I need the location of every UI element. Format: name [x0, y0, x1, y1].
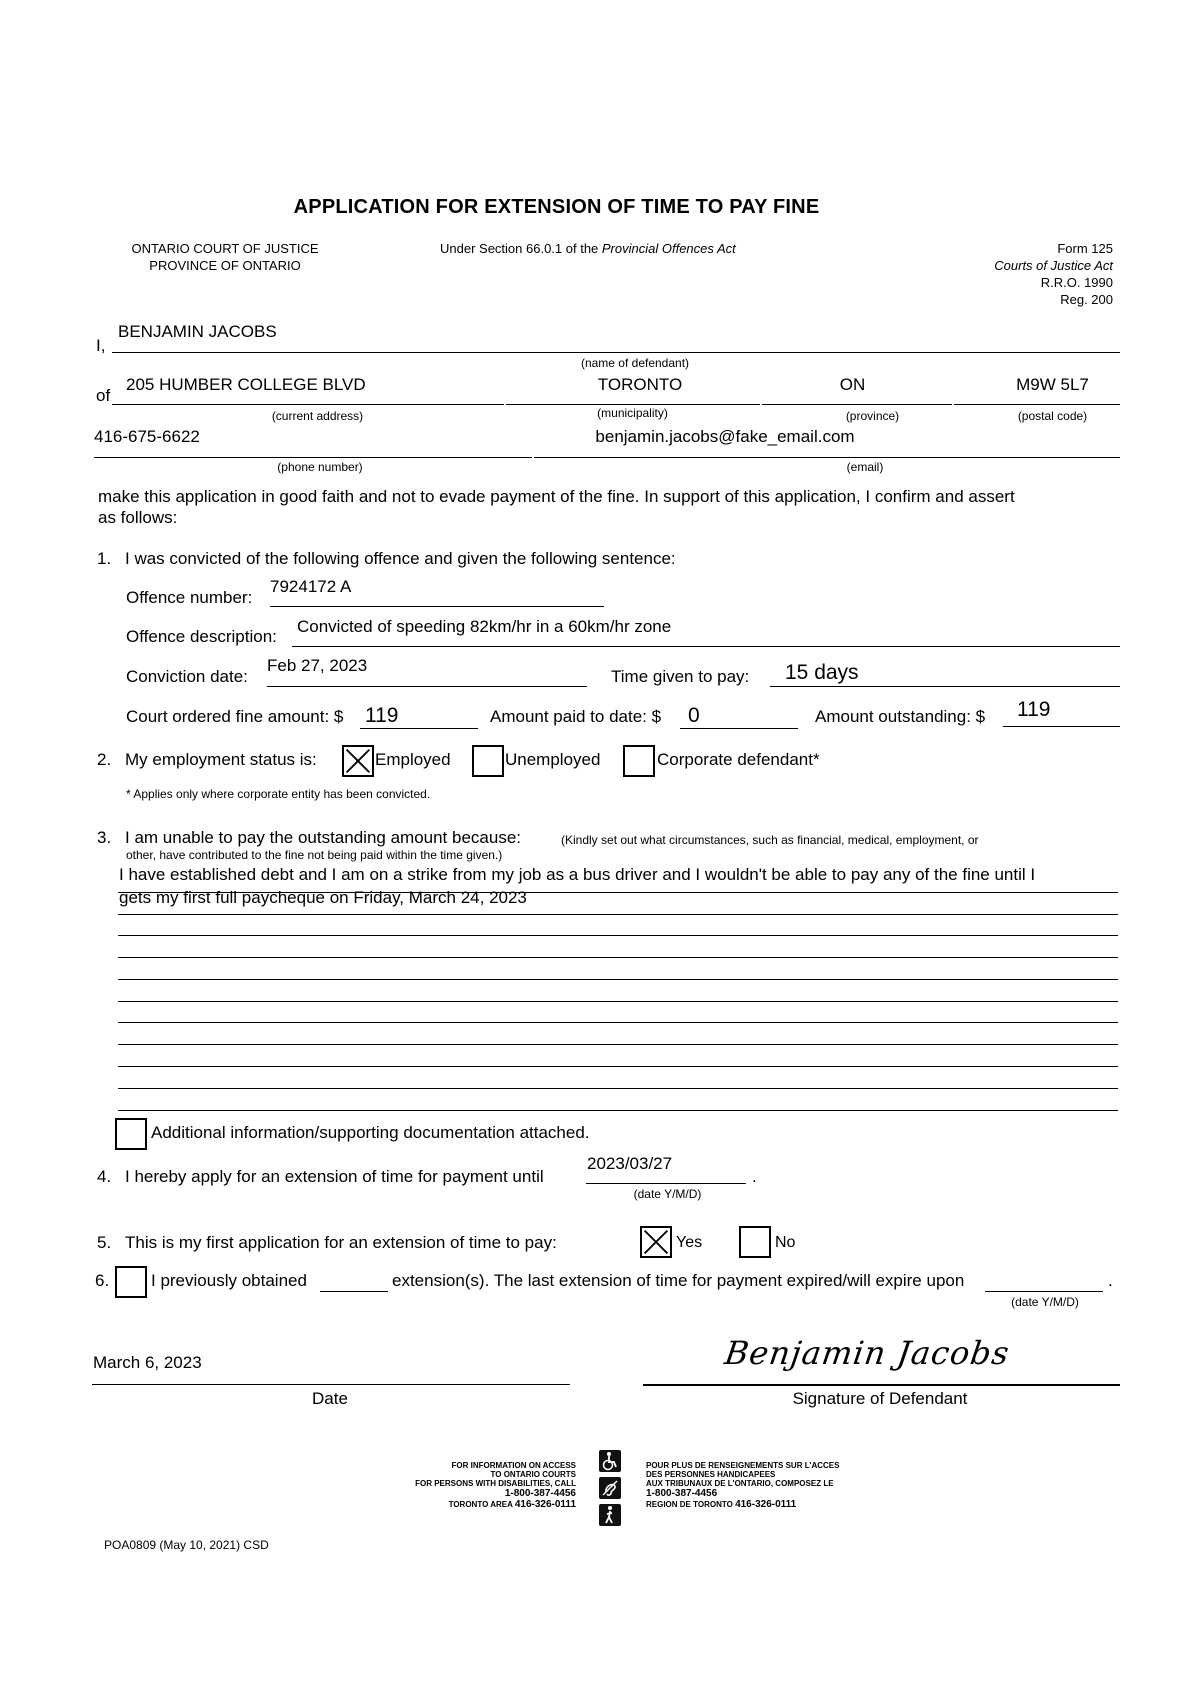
instructions-line-1: (Kindly set out what circumstances, such as financial, medical, employment, or — [561, 833, 979, 847]
section-4-period: . — [752, 1167, 757, 1186]
defendant-signature: Benjamin Jacobs — [722, 1334, 1013, 1372]
statute-reference: Under Section 66.0.1 of the Provincial Offences Act — [440, 241, 736, 256]
date-caption: Date — [312, 1389, 348, 1408]
fine-amount-label: Court ordered fine amount: $ — [126, 707, 344, 726]
section-1-number: 1. — [97, 549, 112, 568]
attachments-label: Additional information/supporting documentation attached. — [151, 1123, 590, 1142]
postal-code-field[interactable]: M9W 5L7 — [1016, 375, 1089, 394]
province-field[interactable]: ON — [839, 375, 866, 394]
offence-number-field[interactable]: 7924172 A — [270, 577, 352, 596]
form-rro: R.R.O. 1990 — [1040, 275, 1113, 290]
employment-status-label: My employment status is: — [125, 750, 317, 769]
section-6-period: . — [1108, 1271, 1113, 1290]
email-caption: (email) — [846, 460, 884, 474]
checkmark-x-icon — [344, 747, 372, 775]
extension-date-caption: (date Y/M/D) — [633, 1187, 702, 1201]
extension-date-field[interactable]: 2023/03/27 — [587, 1154, 673, 1173]
amount-paid-field[interactable]: 0 — [688, 704, 700, 727]
reason-line-2[interactable]: gets my first full paycheque on Friday, March 24, 2023 — [119, 888, 527, 907]
hearing-icon — [599, 1477, 621, 1499]
municipality-field[interactable]: TORONTO — [597, 375, 683, 394]
employed-label: Employed — [375, 750, 451, 769]
access-info-english: FOR INFORMATION ON ACCESS TO ONTARIO COURTS FOR PERSONS WITH DISABILITIES, CALL 1-800-387-4456 TORONTO AREA 416-326-0111 — [415, 1461, 576, 1510]
no-label: No — [775, 1234, 796, 1251]
time-given-field[interactable]: 15 days — [785, 661, 859, 684]
corporate-defendant-checkbox[interactable] — [623, 745, 655, 777]
address-caption: (current address) — [271, 409, 364, 423]
intro-line-2: as follows: — [98, 508, 178, 527]
section-3-number: 3. — [97, 828, 112, 847]
conviction-date-field[interactable]: Feb 27, 2023 — [267, 656, 368, 675]
previous-extension-date-caption: (date Y/M/D) — [1011, 1295, 1079, 1309]
province-name: PROVINCE OF ONTARIO — [149, 258, 301, 273]
defendant-name-field[interactable]: BENJAMIN JACOBS — [118, 322, 277, 341]
email-field[interactable]: benjamin.jacobs@fake_email.com — [595, 427, 855, 446]
unable-to-pay-label: I am unable to pay the outstanding amount because: — [125, 828, 521, 847]
phone-field[interactable]: 416-675-6622 — [94, 427, 200, 446]
unemployed-checkbox[interactable] — [472, 745, 504, 777]
time-given-label: Time given to pay: — [611, 667, 750, 686]
walking-person-icon — [599, 1504, 621, 1526]
previous-extension-label: I previously obtained — [151, 1271, 307, 1290]
section-1-heading: I was convicted of the following offence and given the following sentence: — [125, 549, 676, 568]
first-application-no-checkbox[interactable] — [739, 1226, 771, 1258]
form-code: POA0809 (May 10, 2021) CSD — [104, 1538, 269, 1552]
conviction-date-label: Conviction date: — [126, 667, 248, 686]
fine-amount-field[interactable]: 119 — [365, 704, 399, 727]
previous-extension-checkbox[interactable] — [115, 1266, 147, 1298]
intro-line-1: make this application in good faith and not to evade payment of the fine. In support of this application, I confirm and assert — [98, 487, 1015, 506]
section-6-number: 6. — [95, 1271, 110, 1290]
postal-caption: (postal code) — [1017, 409, 1088, 423]
signature-date-field[interactable]: March 6, 2023 — [93, 1353, 202, 1372]
yes-label: Yes — [676, 1234, 703, 1251]
name-caption: (name of defendant) — [580, 356, 690, 370]
first-application-label: This is my first application for an extension of time to pay: — [125, 1233, 557, 1252]
i-label: I, — [96, 336, 106, 355]
amount-outstanding-field[interactable]: 119 — [1017, 698, 1051, 721]
wheelchair-icon — [599, 1450, 621, 1472]
form-reg: Reg. 200 — [1060, 292, 1113, 307]
extension-request-label: I hereby apply for an extension of time for payment until — [125, 1167, 544, 1186]
employed-checkbox[interactable] — [342, 745, 374, 777]
offence-description-field[interactable]: Convicted of speeding 82km/hr in a 60km/hr zone — [297, 617, 672, 636]
signature-caption: Signature of Defendant — [792, 1389, 968, 1408]
amount-paid-label: Amount paid to date: $ — [490, 707, 662, 726]
access-info-french: POUR PLUS DE RENSEIGNEMENTS SUR L'ACCES DES PERSONNES HANDICAPEES AUX TRIBUNAUX DE L'ONTARIO, COMPOSEZ LE 1-800-387-4456 REGION DE TORONTO 416-326-0111 — [646, 1461, 840, 1510]
form-title: APPLICATION FOR EXTENSION OF TIME TO PAY FINE — [293, 196, 820, 218]
reason-line-1[interactable]: I have established debt and I am on a strike from my job as a bus driver and I wouldn't be able to pay any of the fine until I — [119, 865, 1036, 884]
amount-outstanding-label: Amount outstanding: $ — [815, 707, 986, 726]
of-label: of — [96, 386, 111, 405]
court-name: ONTARIO COURT OF JUSTICE — [131, 241, 319, 256]
corporate-defendant-label: Corporate defendant* — [657, 750, 820, 769]
previous-extension-label-cont: extension(s). The last extension of time for payment expired/will expire upon — [392, 1271, 965, 1290]
attachments-checkbox[interactable] — [115, 1118, 147, 1150]
offence-number-label: Offence number: — [126, 588, 253, 607]
form-number: Form 125 — [1057, 241, 1113, 256]
section-4-number: 4. — [97, 1167, 112, 1186]
unemployed-label: Unemployed — [505, 750, 601, 769]
phone-caption: (phone number) — [277, 460, 363, 474]
offence-description-label: Offence description: — [126, 627, 277, 646]
municipality-caption: (municipality) — [597, 406, 668, 420]
checkmark-x-icon — [642, 1228, 670, 1256]
instructions-line-2: other, have contributed to the fine not being paid within the time given.) — [126, 848, 503, 862]
corporate-note: * Applies only where corporate entity has been convicted. — [126, 787, 431, 801]
section-5-number: 5. — [97, 1233, 112, 1252]
address-field[interactable]: 205 HUMBER COLLEGE BLVD — [126, 375, 366, 394]
first-application-yes-checkbox[interactable] — [640, 1226, 672, 1258]
section-2-number: 2. — [97, 750, 112, 769]
form-act: Courts of Justice Act — [994, 258, 1113, 273]
province-caption: (province) — [845, 409, 900, 423]
